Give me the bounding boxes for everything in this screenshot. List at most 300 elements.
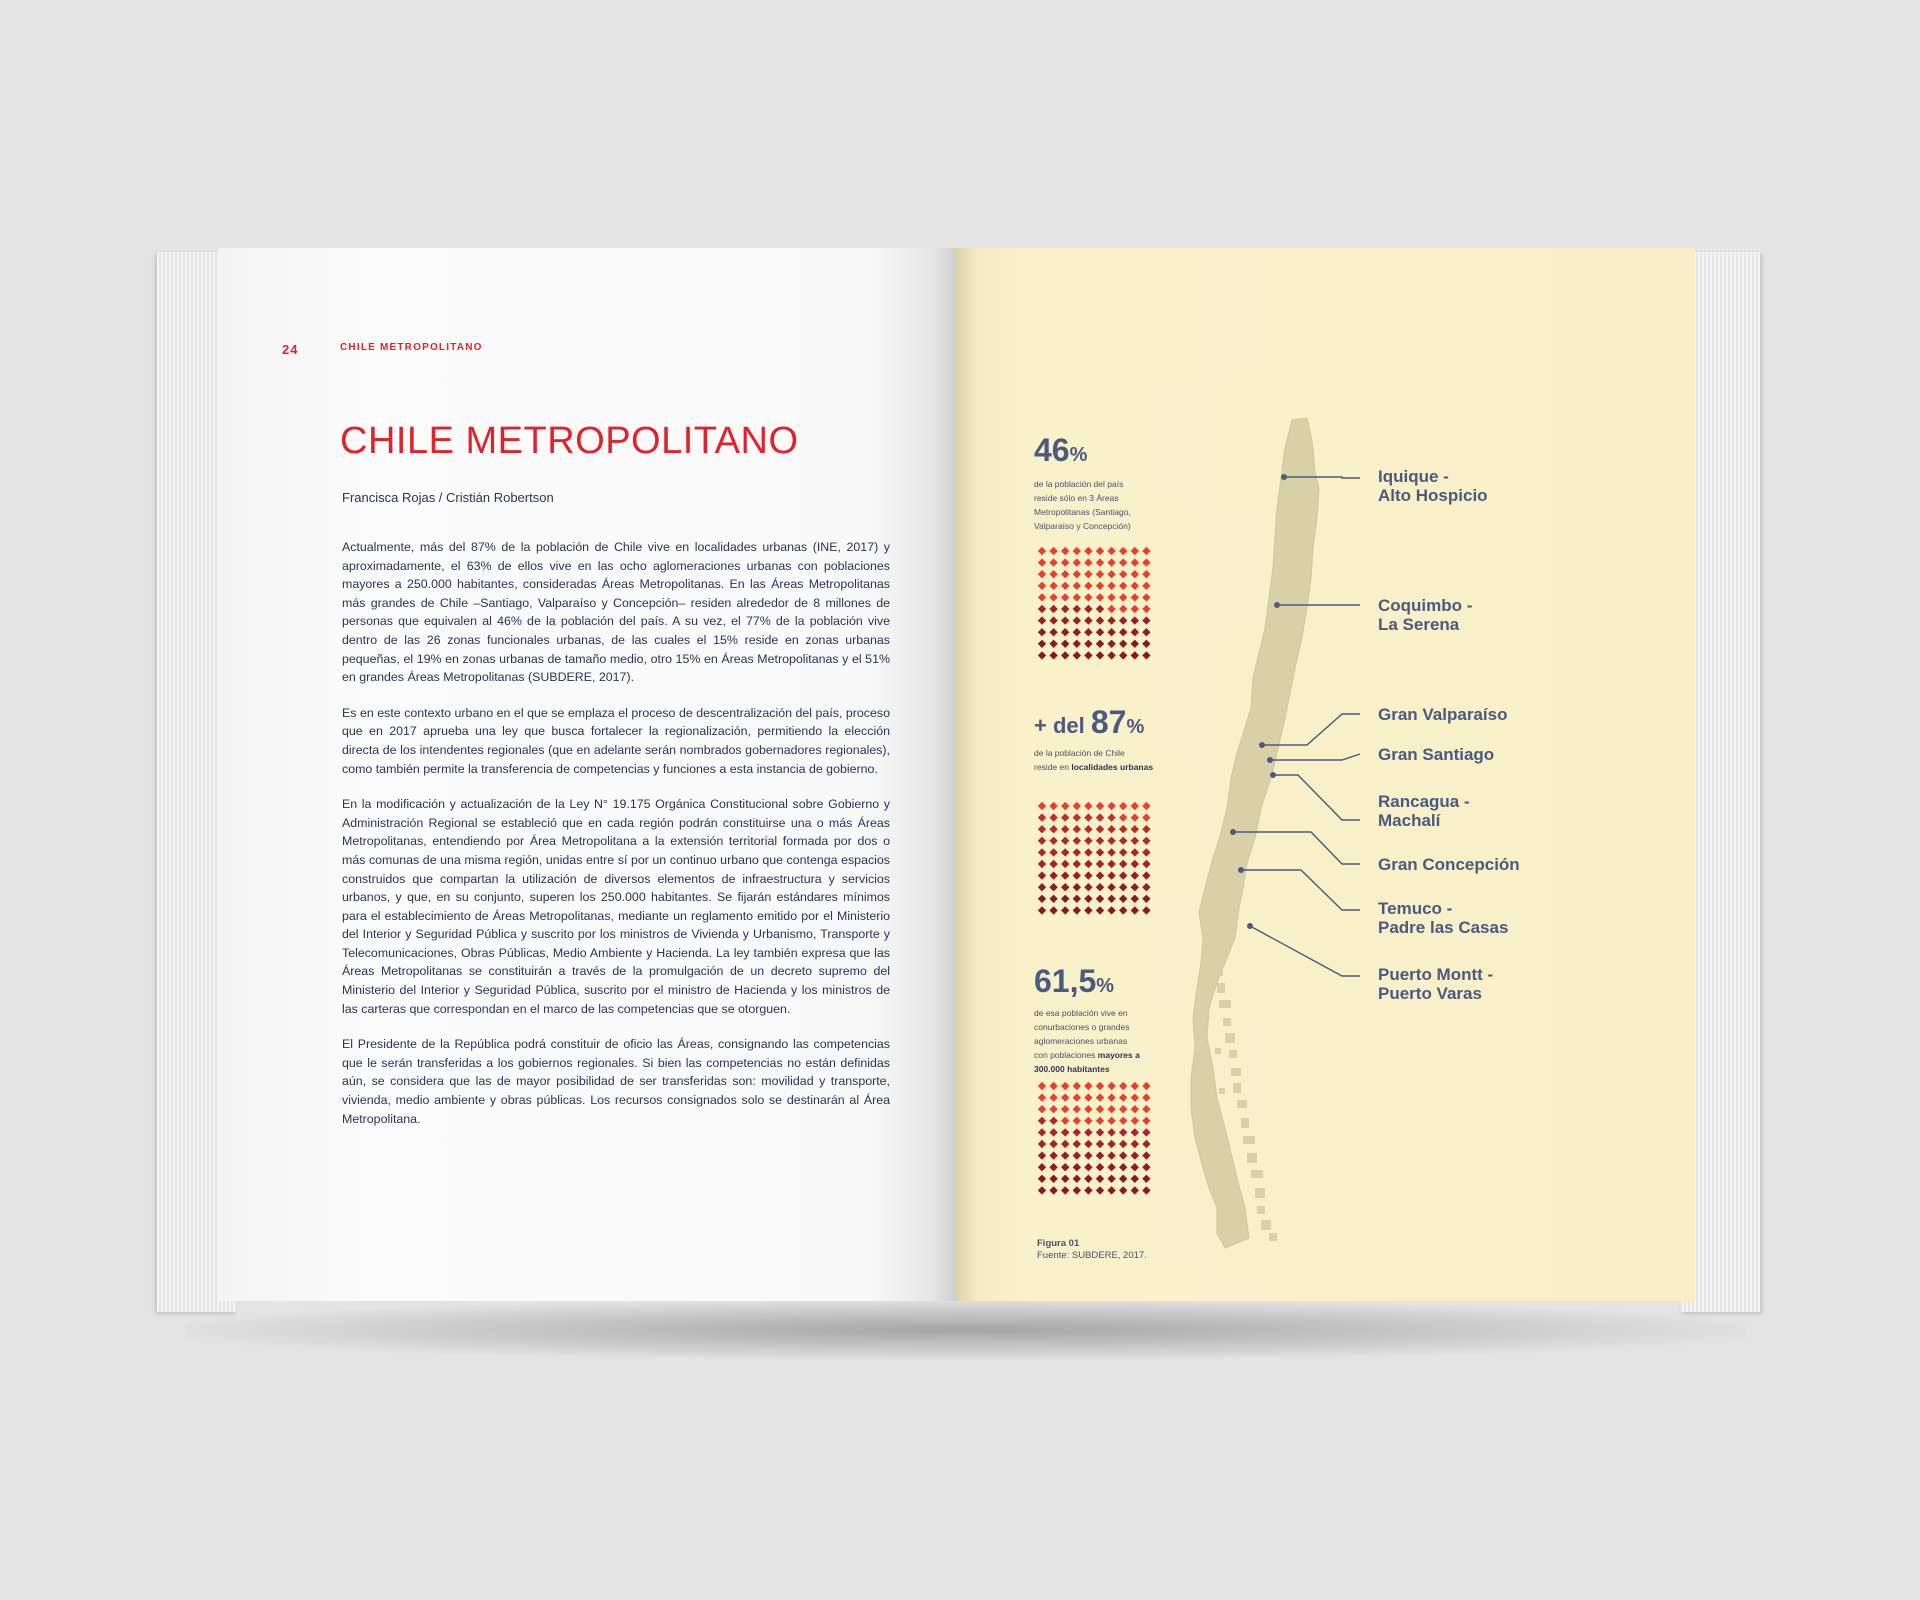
grid-dot: [1107, 848, 1115, 856]
grid-dot: [1107, 593, 1115, 601]
grid-dot: [1096, 895, 1104, 903]
grid-dot: [1096, 813, 1104, 821]
grid-dot: [1096, 1175, 1104, 1183]
grid-dot: [1119, 848, 1127, 856]
grid-dot: [1084, 640, 1092, 648]
grid-dot: [1038, 1140, 1046, 1148]
grid-dot: [1131, 1186, 1139, 1194]
grid-dot: [1061, 616, 1069, 624]
grid-dot: [1142, 837, 1150, 845]
grid-dot: [1107, 582, 1115, 590]
grid-dot: [1084, 651, 1092, 659]
city-label-santiago: [1378, 745, 1494, 764]
grid-dot: [1084, 906, 1092, 914]
grid-dot: [1096, 825, 1104, 833]
grid-dot: [1049, 582, 1057, 590]
grid-dot: [1119, 1140, 1127, 1148]
grid-dot: [1073, 1175, 1081, 1183]
grid-dot: [1084, 558, 1092, 566]
grid-dot: [1131, 593, 1139, 601]
grid-dot: [1142, 871, 1150, 879]
caption-line: de la población del país: [1034, 479, 1124, 489]
grid-dot: [1131, 1140, 1139, 1148]
stat-number: 87: [1090, 704, 1127, 740]
city-line: Coquimbo -: [1378, 596, 1473, 615]
grid-dot: [1061, 558, 1069, 566]
grid-dot: [1131, 570, 1139, 578]
grid-dot: [1073, 860, 1081, 868]
grid-dot: [1073, 558, 1081, 566]
grid-dot: [1038, 628, 1046, 636]
caption-line: Metropolitanas (Santiago,: [1034, 507, 1131, 517]
grid-dot: [1096, 1140, 1104, 1148]
grid-dot: [1142, 860, 1150, 868]
grid-dot: [1061, 547, 1069, 555]
grid-dot: [1131, 1151, 1139, 1159]
grid-dot: [1084, 1151, 1092, 1159]
grid-dot: [1096, 860, 1104, 868]
grid-dot: [1131, 640, 1139, 648]
grid-dot: [1096, 1128, 1104, 1136]
grid-dot: [1142, 1093, 1150, 1101]
grid-dot: [1084, 616, 1092, 624]
grid-dot: [1084, 871, 1092, 879]
grid-dot: [1061, 1105, 1069, 1113]
grid-dot: [1061, 802, 1069, 810]
grid-dot: [1107, 1175, 1115, 1183]
grid-dot: [1049, 848, 1057, 856]
grid-dot: [1107, 802, 1115, 810]
grid-dot: [1061, 593, 1069, 601]
grid-dot: [1073, 616, 1081, 624]
grid-dot: [1096, 593, 1104, 601]
grid-dot: [1119, 582, 1127, 590]
grid-dot: [1131, 1163, 1139, 1171]
city-line: Puerto Varas: [1378, 984, 1482, 1003]
grid-dot: [1131, 558, 1139, 566]
grid-dot: [1049, 1105, 1057, 1113]
grid-dot: [1049, 570, 1057, 578]
grid-dot: [1084, 593, 1092, 601]
grid-dot: [1131, 906, 1139, 914]
grid-dot: [1096, 1105, 1104, 1113]
grid-dot: [1049, 813, 1057, 821]
grid-dot: [1061, 906, 1069, 914]
stat-caption-615: [1034, 1006, 1169, 1076]
grid-dot: [1084, 813, 1092, 821]
grid-dot: [1142, 640, 1150, 648]
dot-grid-615: [1036, 1080, 1154, 1198]
city-line: Gran Concepción: [1378, 855, 1520, 874]
grid-dot: [1119, 837, 1127, 845]
grid-dot: [1096, 1186, 1104, 1194]
grid-dot: [1073, 1140, 1081, 1148]
grid-dot: [1084, 1093, 1092, 1101]
grid-dot: [1131, 547, 1139, 555]
grid-dot: [1131, 883, 1139, 891]
grid-dot: [1142, 1186, 1150, 1194]
grid-dot: [1073, 651, 1081, 659]
grid-dot: [1049, 883, 1057, 891]
grid-dot: [1038, 813, 1046, 821]
city-line: Puerto Montt -: [1378, 965, 1494, 984]
grid-dot: [1084, 628, 1092, 636]
grid-dot: [1107, 1186, 1115, 1194]
grid-dot: [1049, 640, 1057, 648]
city-line: Alto Hospicio: [1378, 486, 1488, 505]
grid-dot: [1049, 547, 1057, 555]
grid-dot: [1119, 547, 1127, 555]
city-label-iquique: [1378, 467, 1488, 505]
grid-dot: [1107, 825, 1115, 833]
grid-dot: [1119, 640, 1127, 648]
grid-dot: [1131, 616, 1139, 624]
grid-dot: [1038, 848, 1046, 856]
grid-dot: [1142, 1128, 1150, 1136]
grid-dot: [1049, 1117, 1057, 1125]
grid-dot: [1084, 1105, 1092, 1113]
grid-dot: [1073, 871, 1081, 879]
grid-dot: [1107, 860, 1115, 868]
dot-grid-87: [1036, 800, 1154, 918]
grid-dot: [1119, 883, 1127, 891]
grid-dot: [1084, 1186, 1092, 1194]
caption-line: de la población de Chile: [1034, 748, 1125, 758]
grid-dot: [1084, 1175, 1092, 1183]
grid-dot: [1119, 1175, 1127, 1183]
grid-dot: [1038, 825, 1046, 833]
paragraph: Es en este contexto urbano en el que se emplaza el proceso de descentralización del país, proceso que en 2017 aprueba una ley que busca fortalecer la regionalización, permitiendo la elección directa de los intendentes regionales (que en adelante serán nombrados gobernadores regionales), como también permite la transferencia de competencias y funciones a esta instancia de gobierno.: [342, 705, 890, 776]
grid-dot: [1142, 547, 1150, 555]
grid-dot: [1107, 871, 1115, 879]
grid-dot: [1119, 558, 1127, 566]
grid-dot: [1096, 640, 1104, 648]
grid-dot: [1142, 1140, 1150, 1148]
grid-dot: [1107, 813, 1115, 821]
grid-dot: [1049, 1163, 1057, 1171]
grid-dot: [1142, 628, 1150, 636]
grid-dot: [1038, 860, 1046, 868]
grid-dot: [1131, 1128, 1139, 1136]
grid-dot: [1038, 1082, 1046, 1090]
grid-dot: [1084, 860, 1092, 868]
grid-dot: [1049, 837, 1057, 845]
grid-dot: [1119, 895, 1127, 903]
grid-dot: [1119, 1117, 1127, 1125]
grid-dot: [1049, 558, 1057, 566]
grid-dot: [1142, 1175, 1150, 1183]
grid-dot: [1096, 883, 1104, 891]
grid-dot: [1084, 837, 1092, 845]
grid-dot: [1096, 1093, 1104, 1101]
grid-dot: [1096, 837, 1104, 845]
grid-dot: [1096, 547, 1104, 555]
grid-dot: [1061, 848, 1069, 856]
grid-dot: [1119, 1082, 1127, 1090]
grid-dot: [1049, 906, 1057, 914]
city-line: Padre las Casas: [1378, 918, 1509, 937]
grid-dot: [1119, 628, 1127, 636]
grid-dot: [1038, 582, 1046, 590]
body-text: [342, 538, 890, 1145]
grid-dot: [1096, 616, 1104, 624]
grid-dot: [1073, 825, 1081, 833]
grid-dot: [1049, 895, 1057, 903]
caption-bold: mayores a 300.000 habitantes: [1034, 1050, 1140, 1074]
grid-dot: [1038, 558, 1046, 566]
grid-dot: [1061, 1093, 1069, 1101]
page-number: 24: [282, 342, 299, 357]
grid-dot: [1131, 1082, 1139, 1090]
grid-dot: [1049, 871, 1057, 879]
grid-dot: [1084, 1128, 1092, 1136]
grid-dot: [1142, 883, 1150, 891]
grid-dot: [1096, 651, 1104, 659]
grid-dot: [1061, 628, 1069, 636]
caption-bold: localidades urbanas: [1071, 762, 1154, 772]
grid-dot: [1073, 570, 1081, 578]
grid-dot: [1038, 895, 1046, 903]
grid-dot: [1049, 593, 1057, 601]
grid-dot: [1119, 802, 1127, 810]
grid-dot: [1142, 651, 1150, 659]
grid-dot: [1073, 1163, 1081, 1171]
grid-dot: [1049, 1128, 1057, 1136]
grid-dot: [1061, 1163, 1069, 1171]
grid-dot: [1107, 883, 1115, 891]
dot-grid-46: [1036, 545, 1154, 663]
stat-prefix: + del: [1034, 713, 1091, 738]
grid-dot: [1038, 1151, 1046, 1159]
grid-dot: [1131, 1093, 1139, 1101]
grid-dot: [1142, 558, 1150, 566]
grid-dot: [1049, 802, 1057, 810]
grid-dot: [1142, 582, 1150, 590]
grid-dot: [1142, 616, 1150, 624]
grid-dot: [1142, 1163, 1150, 1171]
paragraph: El Presidente de la República podrá constituir de oficio las Áreas, consignando las competencias que le serán transferidas a los gobiernos regionales. Si bien las competencias no están definidas aún, se considera que las de mayor posibilidad de ser transferidas son: movilidad y transporte, vivienda, medio ambiente y obras públicas. Los recursos consignados solo se destinarán al Área Metropolitana.: [342, 1037, 890, 1126]
grid-dot: [1107, 1140, 1115, 1148]
stat-number: 46: [1034, 432, 1070, 468]
grid-dot: [1073, 640, 1081, 648]
grid-dot: [1084, 605, 1092, 613]
grid-dot: [1096, 1117, 1104, 1125]
grid-dot: [1073, 1151, 1081, 1159]
grid-dot: [1096, 848, 1104, 856]
grid-dot: [1038, 651, 1046, 659]
book-shadow: [185, 1300, 1745, 1360]
grid-dot: [1131, 813, 1139, 821]
grid-dot: [1096, 1163, 1104, 1171]
grid-dot: [1084, 582, 1092, 590]
grid-dot: [1107, 1151, 1115, 1159]
chile-map-shape: [1191, 418, 1319, 1248]
stat-unit: %: [1069, 444, 1088, 466]
grid-dot: [1107, 1128, 1115, 1136]
grid-dot: [1119, 1093, 1127, 1101]
chapter-title: CHILE METROPOLITANO: [340, 420, 799, 462]
grid-dot: [1131, 895, 1139, 903]
caption-line: Valparaíso y Concepción): [1034, 521, 1131, 531]
grid-dot: [1073, 605, 1081, 613]
grid-dot: [1049, 825, 1057, 833]
figure-source: Fuente: SUBDERE, 2017.: [1037, 1250, 1147, 1261]
grid-dot: [1096, 871, 1104, 879]
grid-dot: [1038, 1163, 1046, 1171]
grid-dot: [1131, 825, 1139, 833]
grid-dot: [1038, 616, 1046, 624]
grid-dot: [1049, 605, 1057, 613]
grid-dot: [1073, 582, 1081, 590]
grid-dot: [1061, 1117, 1069, 1125]
caption-line: con poblaciones: [1034, 1050, 1098, 1060]
grid-dot: [1061, 570, 1069, 578]
grid-dot: [1084, 1140, 1092, 1148]
grid-dot: [1142, 1082, 1150, 1090]
grid-dot: [1049, 1175, 1057, 1183]
grid-dot: [1142, 895, 1150, 903]
grid-dot: [1131, 605, 1139, 613]
grid-dot: [1073, 1093, 1081, 1101]
grid-dot: [1107, 651, 1115, 659]
grid-dot: [1107, 1117, 1115, 1125]
grid-dot: [1073, 883, 1081, 891]
grid-dot: [1084, 1163, 1092, 1171]
grid-dot: [1119, 605, 1127, 613]
grid-dot: [1038, 570, 1046, 578]
grid-dot: [1084, 848, 1092, 856]
grid-dot: [1049, 1151, 1057, 1159]
figure-caption: [1037, 1238, 1147, 1262]
grid-dot: [1049, 616, 1057, 624]
grid-dot: [1061, 895, 1069, 903]
grid-dot: [1073, 848, 1081, 856]
grid-dot: [1131, 1175, 1139, 1183]
grid-dot: [1131, 837, 1139, 845]
grid-dot: [1061, 813, 1069, 821]
city-line: Temuco -: [1378, 899, 1453, 918]
caption-line: conurbaciones o grandes: [1034, 1022, 1130, 1032]
city-line: Gran Santiago: [1378, 745, 1495, 764]
grid-dot: [1096, 802, 1104, 810]
grid-dot: [1061, 1151, 1069, 1159]
running-head: CHILE METROPOLITANO: [340, 342, 483, 353]
stat-unit: %: [1126, 716, 1145, 738]
grid-dot: [1131, 628, 1139, 636]
grid-dot: [1119, 1151, 1127, 1159]
grid-dot: [1061, 860, 1069, 868]
stat-unit: %: [1096, 975, 1115, 997]
grid-dot: [1084, 1082, 1092, 1090]
grid-dot: [1096, 605, 1104, 613]
city-line: Rancagua -: [1378, 792, 1470, 811]
grid-dot: [1073, 628, 1081, 636]
grid-dot: [1096, 1151, 1104, 1159]
grid-dot: [1038, 871, 1046, 879]
grid-dot: [1119, 1163, 1127, 1171]
grid-dot: [1038, 547, 1046, 555]
grid-dot: [1049, 860, 1057, 868]
grid-dot: [1073, 906, 1081, 914]
grid-dot: [1096, 582, 1104, 590]
grid-dot: [1049, 651, 1057, 659]
stat-87: [1034, 704, 1144, 741]
grid-dot: [1142, 1105, 1150, 1113]
caption-line: reside sólo en 3 Áreas: [1034, 493, 1119, 503]
grid-dot: [1107, 628, 1115, 636]
grid-dot: [1038, 640, 1046, 648]
caption-line: reside en: [1034, 762, 1072, 772]
grid-dot: [1096, 558, 1104, 566]
grid-dot: [1073, 895, 1081, 903]
grid-dot: [1119, 860, 1127, 868]
grid-dot: [1049, 1082, 1057, 1090]
grid-dot: [1073, 1186, 1081, 1194]
grid-dot: [1119, 593, 1127, 601]
grid-dot: [1142, 848, 1150, 856]
grid-dot: [1119, 1128, 1127, 1136]
grid-dot: [1142, 1117, 1150, 1125]
grid-dot: [1107, 895, 1115, 903]
grid-dot: [1107, 605, 1115, 613]
grid-dot: [1107, 1105, 1115, 1113]
grid-dot: [1107, 640, 1115, 648]
grid-dot: [1142, 605, 1150, 613]
grid-dot: [1073, 1105, 1081, 1113]
grid-dot: [1107, 558, 1115, 566]
grid-dot: [1061, 605, 1069, 613]
stat-46: [1034, 432, 1087, 469]
grid-dot: [1084, 883, 1092, 891]
grid-dot: [1131, 860, 1139, 868]
grid-dot: [1038, 1128, 1046, 1136]
grid-dot: [1038, 1117, 1046, 1125]
grid-dot: [1084, 1117, 1092, 1125]
caption-line: aglomeraciones urbanas: [1034, 1036, 1128, 1046]
grid-dot: [1119, 906, 1127, 914]
grid-dot: [1073, 837, 1081, 845]
grid-dot: [1119, 570, 1127, 578]
grid-dot: [1084, 802, 1092, 810]
grid-dot: [1119, 1105, 1127, 1113]
grid-dot: [1061, 1175, 1069, 1183]
grid-dot: [1107, 1093, 1115, 1101]
grid-dot: [1061, 883, 1069, 891]
grid-dot: [1061, 1128, 1069, 1136]
city-label-valparaiso: [1378, 705, 1507, 724]
grid-dot: [1131, 651, 1139, 659]
grid-dot: [1107, 906, 1115, 914]
grid-dot: [1131, 802, 1139, 810]
grid-dot: [1049, 1186, 1057, 1194]
grid-dot: [1131, 848, 1139, 856]
stat-615: [1034, 963, 1114, 1000]
grid-dot: [1049, 628, 1057, 636]
grid-dot: [1038, 1105, 1046, 1113]
grid-dot: [1096, 1082, 1104, 1090]
grid-dot: [1073, 813, 1081, 821]
grid-dot: [1061, 640, 1069, 648]
stat-caption-87: [1034, 746, 1169, 774]
city-line: Gran Valparaíso: [1378, 705, 1508, 724]
grid-dot: [1119, 813, 1127, 821]
grid-dot: [1038, 883, 1046, 891]
city-label-puerto-montt: [1378, 965, 1493, 1003]
grid-dot: [1061, 1140, 1069, 1148]
authors: Francisca Rojas / Cristián Robertson: [342, 490, 554, 505]
grid-dot: [1061, 837, 1069, 845]
caption-line: de esa población vive en: [1034, 1008, 1128, 1018]
